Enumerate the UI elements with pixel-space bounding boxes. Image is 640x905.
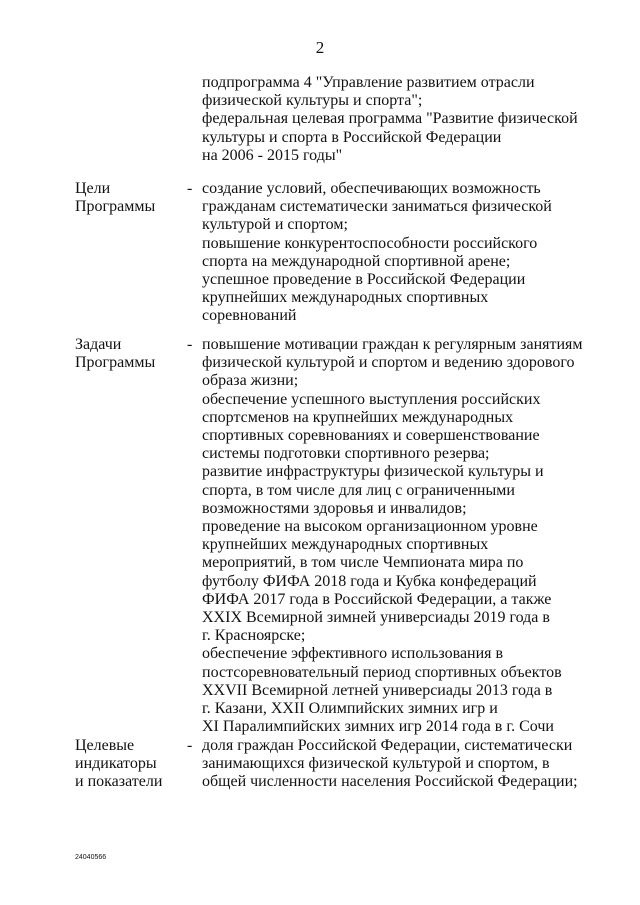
section-goals-label xyxy=(75,180,185,216)
section-indicators-body xyxy=(202,737,578,792)
label-line: Программы xyxy=(75,198,156,216)
section-tasks-label xyxy=(75,336,185,372)
body-line: г. Казани, XXII Олимпийских зимних игр и xyxy=(202,700,498,718)
body-line: мероприятий, в том числе Чемпионата мира по xyxy=(202,554,524,572)
section-dash: - xyxy=(187,180,193,197)
page-number: 2 xyxy=(315,38,325,57)
section-indicators-label xyxy=(75,737,185,792)
label-line: Задачи xyxy=(75,336,122,353)
body-line: спортивных соревнованиях и совершенствование xyxy=(202,427,540,445)
body-line: постсоревновательный период спортивных объектов xyxy=(202,663,562,681)
body-line: обеспечение эффективного использования в xyxy=(202,645,504,663)
intro-line: подпрограмма 4 "Управление развитием отрасли xyxy=(202,74,535,91)
section-goals-body xyxy=(202,180,572,326)
body-line: XXVII Всемирной летней универсиады 2013 года в xyxy=(202,681,553,699)
body-line: спорта, в том числе для лиц с ограниченными xyxy=(202,481,515,499)
body-line: обеспечение успешного выступления российских xyxy=(202,390,541,408)
label-line: Целевые xyxy=(75,737,135,754)
intro-line: культуры и спорта в Российской Федерации xyxy=(202,128,502,146)
body-line: крупнейших международных спортивных xyxy=(202,289,489,307)
body-line: повышение мотивации граждан к регулярным занятиям xyxy=(202,336,583,353)
body-line: создание условий, обеспечивающих возможность xyxy=(202,180,541,197)
body-line: футболу ФИФА 2018 года и Кубка конфедераций xyxy=(202,572,537,590)
body-line: успешное проведение в Российской Федерации xyxy=(202,271,526,289)
label-line: Цели xyxy=(75,180,111,197)
body-line: XXIX Всемирной зимней универсиады 2019 года в xyxy=(202,609,550,627)
body-line: физической культурой и спортом и ведению здорового xyxy=(202,354,575,372)
body-line: проведение на высоком организационном уровне xyxy=(202,518,538,536)
body-line: спортсменов на крупнейших международных xyxy=(202,408,514,426)
body-line: спорта на международной спортивной арене; xyxy=(202,252,511,270)
body-line: занимающихся физической культурой и спортом, в xyxy=(202,755,550,773)
intro-line: федеральная целевая программа "Развитие физической xyxy=(202,110,578,128)
label-line: индикаторы xyxy=(75,755,157,773)
body-line: системы подготовки спортивного резерва; xyxy=(202,445,490,463)
body-line: гражданам систематически заниматься физической xyxy=(202,198,552,216)
body-line: повышение конкурентоспособности российского xyxy=(202,234,538,252)
body-line: возможностями здоровья и инвалидов; xyxy=(202,499,467,517)
label-line: и показатели xyxy=(75,773,163,791)
body-line: крупнейших международных спортивных xyxy=(202,536,489,554)
body-line: г. Красноярске; xyxy=(202,627,306,645)
body-line: соревнований xyxy=(202,307,297,325)
body-line: доля граждан Российской Федерации, систематически xyxy=(202,737,573,754)
body-line: развитие инфраструктуры физической культуры и xyxy=(202,463,544,481)
section-tasks-body xyxy=(202,336,583,736)
body-line: ФИФА 2017 года в Российской Федерации, а также xyxy=(202,590,552,608)
body-line: культурой и спортом; xyxy=(202,216,348,234)
body-line: общей численности населения Российской Федерации; xyxy=(202,773,578,791)
intro-line: на 2006 - 2015 годы" xyxy=(202,146,343,164)
body-line: образа жизни; xyxy=(202,372,299,390)
label-line: Программы xyxy=(75,354,156,372)
document-code: 24040566 xyxy=(75,854,107,861)
section-dash: - xyxy=(187,336,193,353)
intro-line: физической культуры и спорта"; xyxy=(202,92,423,110)
body-line: XI Паралимпийских зимних игр 2014 года в г. Сочи xyxy=(202,718,554,736)
section-dash: - xyxy=(187,737,193,754)
program-continuation xyxy=(202,74,578,165)
